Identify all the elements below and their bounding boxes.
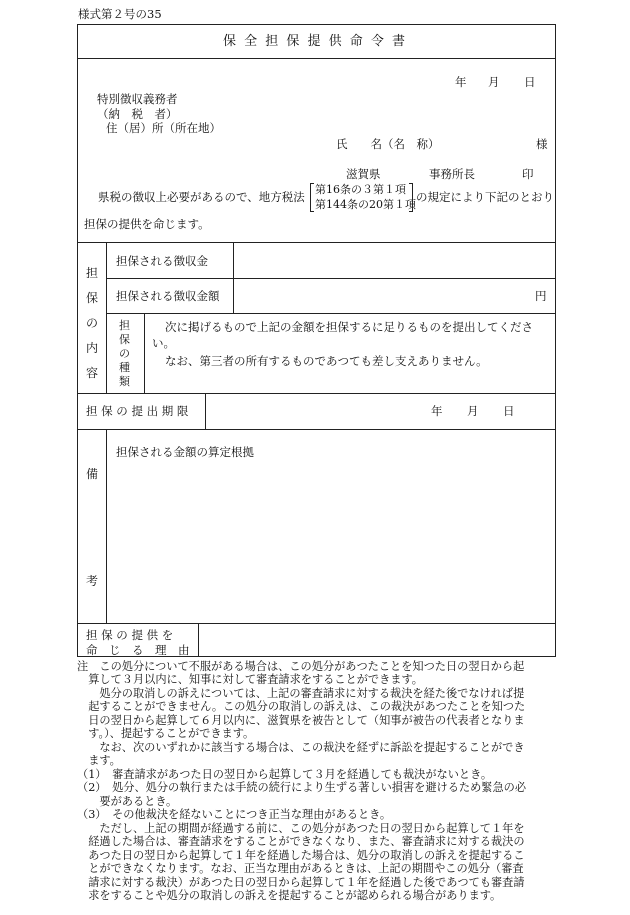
law-option-2: 第144条の20第１項 — [315, 198, 416, 211]
reason-label-line-2: 命 じ る 理 由 — [86, 643, 190, 657]
divider — [77, 623, 556, 624]
divider — [77, 393, 556, 394]
note-line: なお、次のいずれかに該当する場合は、この裁決を経ずに訴訟を提起することができ — [77, 741, 525, 754]
issuer-prefecture: 滋賀県 — [346, 167, 381, 181]
note-line: す。）、提起することができます。 — [77, 727, 255, 740]
seal-mark: 印 — [522, 167, 534, 181]
addressee-sub: （納 税 者） — [97, 107, 178, 121]
law-option-1: 第16条の３第１項 — [315, 183, 406, 196]
form-number: 様式第２号の35 — [78, 7, 162, 21]
deadline-month: 月 — [467, 404, 479, 418]
divider — [205, 393, 206, 429]
note-line: とができなくなります。なお、正当な理由があるときは、上記の期間やこの処分（審査 — [77, 862, 524, 875]
note-line: あつた日の翌日から起算して１年を経過した場合は、処分の取消しの訴えを提起するこ — [77, 849, 525, 862]
remarks-text: 担保される金額の算定根拠 — [116, 445, 254, 459]
reason-label-line-1: 担 保 の 提 供 を — [86, 628, 174, 642]
divider — [144, 313, 145, 393]
addressee-role: 特別徴収義務者 — [97, 92, 178, 106]
divider — [77, 58, 556, 59]
divider — [77, 242, 556, 243]
note-line: 要があるとき。 — [77, 795, 178, 808]
deadline-label: 担 保 の 提 出 期 限 — [86, 404, 189, 418]
note-line: 請求に対する裁決）があつた日の翌日から起算して１年を経過した後であつても審査請 — [77, 876, 525, 889]
divider — [106, 242, 107, 393]
note-line: （3） その他裁決を経ないことにつき正当な理由があるとき。 — [77, 808, 392, 821]
body-suffix: の規定により下記のとおり — [416, 190, 554, 204]
divider — [106, 429, 107, 623]
note-line: ます。 — [77, 754, 121, 767]
body-line-2: 担保の提供を命じます。 — [84, 217, 210, 231]
type-text-1b: い。 — [152, 336, 175, 350]
amount-unit: 円 — [535, 289, 547, 303]
note-line: 算して３月以内に、知事に対して審査請求をすることができます。 — [77, 673, 423, 686]
note-line: 求をすることや処分の取消しの訴えを提起することが認められる場合があります。 — [77, 889, 502, 902]
row-collected-tax-label: 担保される徴収金 — [116, 254, 208, 268]
honorific: 様 — [536, 137, 548, 151]
divider — [106, 313, 556, 314]
note-line: 注 この処分について不服がある場合は、この処分があつたことを知つた日の翌日から起 — [77, 660, 525, 673]
deadline-day: 日 — [503, 404, 515, 418]
type-text-2: なお、第三者の所有するものであつても差し支えありません。 — [165, 354, 488, 368]
note-line: 処分の取消しの訴えについては、上記の審査請求に対する裁決を経た後でなければ提 — [77, 687, 525, 700]
name-label: 氏 名（名 称） — [336, 137, 440, 151]
date-year: 年 — [455, 75, 467, 89]
address-label: 住（居）所（所在地） — [106, 121, 221, 135]
issuer-office: 事務所長 — [429, 167, 475, 181]
document-title: 保 全 担 保 提 供 命 令 書 — [222, 34, 408, 49]
note-line: 日の翌日から起算して６月以内に、滋賀県を被告として（知事が被告の代表者となりま — [77, 714, 525, 727]
date-month: 月 — [488, 75, 500, 89]
date-day: 日 — [524, 75, 536, 89]
divider — [198, 623, 199, 657]
deadline-year: 年 — [431, 404, 443, 418]
note-line: （1） 審査請求があつた日の翌日から起算して３月を経過しても裁決がないとき。 — [77, 768, 493, 781]
remarks-side-top: 備 — [86, 467, 99, 481]
note-line: （2） 処分、処分の執行または手続の続行により生ずる著しい損害を避けるため緊急の必 — [77, 781, 527, 794]
divider — [77, 429, 556, 430]
type-text-1: 次に掲げるもので上記の金額を担保するに足りるものを提出してくださ — [165, 320, 533, 334]
brace-left — [310, 183, 314, 212]
brace-right — [409, 183, 413, 212]
divider — [233, 242, 234, 313]
row-collected-amount-label: 担保される徴収金額 — [116, 289, 220, 303]
divider — [106, 278, 556, 279]
body-prefix: 県税の徴収上必要があるので、地方税法 — [98, 190, 305, 204]
note-line: 経過した場合は、審査請求をすることができなくなり、また、審査請求に対する裁決の — [77, 835, 525, 848]
note-line: 起することができません。この処分の取消しの訴えは、この裁決があつたことを知つた — [77, 700, 526, 713]
remarks-side-bottom: 考 — [86, 574, 99, 588]
note-line: ただし、上記の期間が経過する前に、この処分があつた日の翌日から起算して１年を — [77, 822, 525, 835]
